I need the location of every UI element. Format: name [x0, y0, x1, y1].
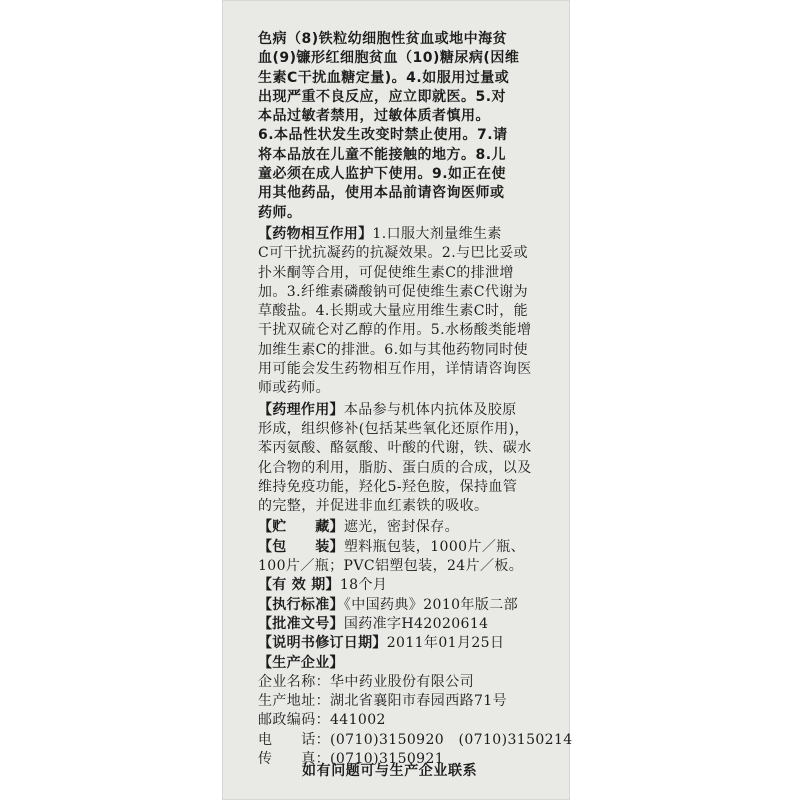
caution-line: 将本品放在儿童不能接触的地方。8.儿	[258, 146, 507, 163]
manufacturer-heading: 【生产企业】	[258, 654, 344, 671]
interactions-line: 扑米酮等合用，可促使维生素C的排泄增	[258, 264, 514, 281]
interactions-line: 加维生素C的排泄。6.如与其他药物同时使	[258, 341, 529, 358]
standard-row	[258, 596, 558, 615]
interactions-line: 干扰双硫仑对乙醇的作用。5.水杨酸类能增	[258, 322, 532, 339]
storage-value: 遮光，密封保存。	[343, 519, 460, 536]
revision-value: 2011年01月25日	[386, 635, 505, 652]
packaging-line: 100片／瓶；PVC铝塑包装，24片／板。	[258, 558, 524, 575]
packaging-row	[258, 538, 558, 557]
caution-line: 本品过敏者禁用，过敏体质者慎用。	[258, 108, 490, 125]
approval-heading: 【批准文号】	[258, 615, 344, 632]
manufacturer-address: 生产地址：湖北省襄阳市春园西路71号	[258, 693, 508, 710]
caution-line: 色病（8)铁粒幼细胞性贫血或地中海贫	[258, 31, 508, 47]
pharmacology-section	[258, 401, 558, 517]
approval-value: 国药准字H42020614	[343, 615, 489, 632]
standard-value: 《中国药典》2010年版二部	[343, 596, 519, 613]
leaflet-paper	[222, 0, 573, 800]
caution-line: 6.本品性状发生改变时禁止使用。7.请	[258, 127, 508, 144]
standard-heading: 【执行标准】	[258, 596, 344, 613]
storage-row	[258, 518, 558, 537]
pharmacology-heading: 【药理作用】	[258, 401, 344, 418]
packaging-value: 塑料瓶包装，1000片／瓶、	[343, 538, 526, 555]
interactions-line: 草酸盐。4.长期或大量应用维生素C时，能	[258, 303, 529, 320]
interactions-line: 师或药师。	[258, 380, 330, 397]
interactions-section	[258, 225, 558, 399]
validity-row	[258, 576, 558, 595]
caution-line: 用其他药品，使用本品前请咨询医师或	[258, 185, 505, 202]
interactions-first-line	[258, 225, 558, 244]
pharmacology-text: 本品参与机体内抗体及胶原	[343, 401, 517, 418]
interactions-line: C可干扰抗凝药的抗凝效果。2.与巴比妥或	[258, 245, 529, 262]
pharmacology-first-line	[258, 401, 558, 420]
revision-row	[258, 634, 558, 653]
storage-heading: 【贮 藏】	[258, 519, 344, 536]
caution-line: 药师。	[258, 204, 302, 221]
manufacturer-phone: 电 话：(0710)3150920 (0710)3150214	[258, 731, 573, 748]
manufacturer-name: 企业名称：华中药业股份有限公司	[258, 673, 474, 690]
interactions-heading: 【药物相互作用】	[258, 225, 373, 242]
caution-line: 童必须在成人监护下使用。9.如正在使	[258, 166, 507, 183]
packaging-heading: 【包 装】	[258, 538, 344, 555]
contact-footer: 如有问题可与生产企业联系	[302, 763, 478, 779]
manufacturer-fax: 传 真：(0710)3150921	[258, 750, 445, 767]
validity-value: 18个月	[339, 577, 388, 594]
approval-row	[258, 615, 558, 634]
revision-heading: 【说明书修订日期】	[258, 635, 387, 652]
interactions-text: 1.口服大剂量维生素	[372, 225, 502, 242]
interactions-line: 加。3.纤维素磷酸钠可促使维生素C代谢为	[258, 283, 529, 300]
caution-line: 出现严重不良反应，应立即就医。5.对	[258, 88, 507, 105]
pharmacology-line: 维持免疫功能，羟化5-羟色胺，保持血管	[258, 478, 518, 495]
interactions-line: 用可能会发生药物相互作用，详情请咨询医	[258, 361, 532, 378]
pharmacology-line: 的完整，并促进非血红素铁的吸收。	[258, 498, 489, 515]
leaflet-content	[258, 30, 573, 769]
pharmacology-line: 化合物的利用，脂肪、蛋白质的合成，以及	[258, 459, 532, 476]
pharmacology-line: 苯丙氨酸、酪氨酸、叶酸的代谢，铁、碳水	[258, 440, 532, 457]
pharmacology-line: 形成，组织修补(包括某些氧化还原作用)，	[258, 420, 529, 437]
validity-heading: 【有 效 期】	[258, 577, 340, 594]
cautions-section	[258, 30, 558, 223]
manufacturer-postcode: 邮政编码：441002	[258, 712, 386, 729]
caution-line: 生素C干扰血糖定量)。4.如服用过量或	[258, 69, 510, 86]
caution-line: 血(9)镰形红细胞贫血（10)糖尿病(因维	[258, 50, 520, 67]
